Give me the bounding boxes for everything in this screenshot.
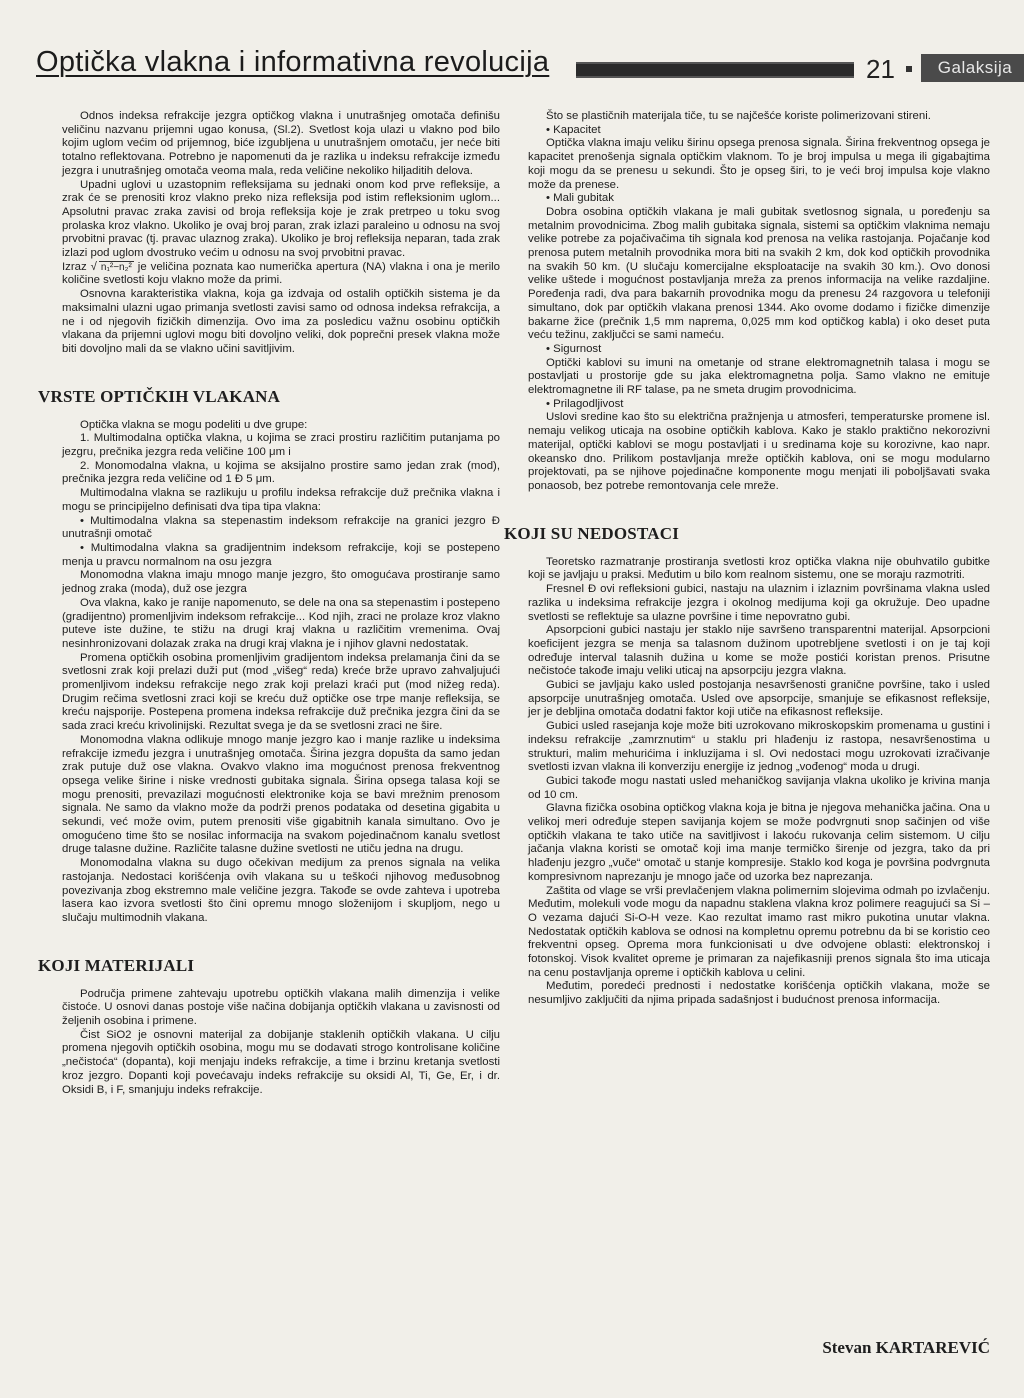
section-heading-vrste: VRSTE OPTIČKIH VLAKANA — [38, 386, 281, 406]
page-title: Optička vlakna i informativna revolucija — [36, 46, 550, 78]
formula-suffix: je veličina poznata kao numerička apertura (NA) vlakna i ona je merilo količine svetlosti koju vlakno može da primi. — [62, 260, 500, 287]
paragraph: Područja primene zahtevaju upotrebu optičkih vlakana malih dimenzija i velike čistoće. U osnovi danas postoje više načina dobijanja optičkih vlakana u zavisnosti od željenih osobina i primene. — [62, 987, 500, 1028]
paragraph: Apsorpcioni gubici nastaju jer staklo nije savršeno transparentni materijal. Apsorpcioni koeficijent jezgra se menja sa talasnom dužinom upotrebljene svetlosti i on je taj koji određuje interval talasnih dužina u kome se može postići koristan prenos. Prisutne nečistoće takođe imaju veliki uticaj na apsorpciju jezgra vlakna. — [528, 624, 990, 678]
formula-prefix: Izraz — [62, 260, 87, 273]
paragraph: Gubici usled rasejanja koje može biti uzrokovano mikroskopskim promenama u gustini i indeksu refrakcije „zamrznutim“ u staklu pri hlađenju iz rastopa, nesavršenostima u strukturi, malim mehurićima i inkluzijama i sl. Ovi nedostaci mogu uzrokovati izračivanje svetlosti izvan vlakna ili konverziju energije iz jednog „vođenog“ moda u drugi. — [528, 720, 990, 774]
header-separator-dot — [906, 66, 912, 72]
bullet-heading-prilagodljivost: • Prilagodljivost — [546, 397, 624, 410]
paragraph: Dobra osobina optičkih vlakana je mali gubitak svetlosnog signala, u poređenju sa metalnim provodnicima. Zbog malih gubitaka signala, sistemi sa optičkim vlaknima nemaju velike potrebe za pojačivačima tih signala kod prenosa na velika rastojanja. Pojačanje kod prenosa putem metalnih provodnika mora biti na svakih 2 km, dok kod optičkih provodnika na svakih 50 km. (U slučaju komercijalne eksploatacije na svakih 30 km.). Ovo donosi velike uštede i mogućnost postavljanja mreža za prenos informacija na velike razdaljine. Poređenja radi, dva para bakarnih provodnika mogu da prenesu 24 razgovora u telefoniji simultano, dok par optičkih vlakana prenosi 1344. Ako ovome dodamo i fizičke dimenzije bakarne žice (prečnik 1,5 mm naprema, 0,025 mm kod optičkog kabla) i oko deset puta veću težinu, zaključci se sami nameću. — [528, 205, 990, 342]
formula: n₁²−n₂² — [100, 261, 132, 273]
right-column — [504, 110, 990, 1008]
bullet-heading-sigurnost: • Sigurnost — [546, 342, 602, 355]
paragraph: Glavna fizička osobina optičkog vlakna koja je bitna je njegova mehanička jačina. Ona u velikoj meri određuje stepen savijanja kojem se može podvrgnuti snop sačinjen od više optičkih vlakana te tako utiče na savitljivost i lakoću rukovanja celim sistemom. U cilju jačanja vlakna koristi se omotač koji ima manje termičko širenje od jezgra, tako da pri hlađenju jezgro „vuče“ omotač u stanje kompresije. Staklo kod koga je površina podvrgnuta kompresivnom naprezanju je mnogo jače od uzorka bez naprezanja. — [528, 802, 990, 883]
paragraph: Što se plastičnih materijala tiče, tu se najčešće koriste polimerizovani stireni. — [546, 110, 931, 122]
paragraph: Ova vlakna, kako je ranije napomenuto, se dele na ona sa stepenastim i postepeno (gradijentno) promenljivim indeksom refrakcije... Kod njih, zraci ne prolaze kroz vlakno puteve iste dužine, te stižu na drugi kraj vlakna u različitim vremenima. Ovaj nesinhronizovani dolazak zraka na drugi kraj vlakna je i njihov glavni nedostatak. — [62, 596, 500, 650]
left-column — [38, 110, 500, 1097]
section-label: Galaksija — [921, 54, 1024, 82]
paragraph: Monomodalna vlakna su dugo očekivan medijum za prenos signala na velika rastojanja. Nedostaci korišćenja ovih vlakana su u teškoći njihovog međusobnog povezivanja zbog ekstremno male veličine jezgra. Takođe se ovde zahteva i upotreba lasera kao izvora svetlosti što čini opremu mnogo složenijom i skupljom, nego u slučaju multimodnih vlakana. — [62, 857, 500, 924]
paragraph: Optički kablovi su imuni na ometanje od strane elektromagnetnih talasa i mogu se postavljati u prostorije gde su jaka elektromagnetna polja. Samo vlakno ne emituje elektromagnetne ili RF talase, pa ne smeta drugim provodnicima. — [528, 356, 990, 397]
bullet-heading-kapacitet: • Kapacitet — [546, 123, 601, 136]
section-heading-materijali: KOJI MATERIJALI — [38, 955, 195, 975]
paragraph: Gubici takođe mogu nastati usled mehaničkog savijanja vlakna ukoliko je krivina manja od 10 cm. — [528, 774, 990, 801]
paragraph: Monomodna vlakna imaju mnogo manje jezgro, što omogućava prostiranje samo jednog zraka (moda), duž ose jezgra — [62, 569, 500, 596]
bullet-heading-gubitak: • Mali gubitak — [546, 192, 614, 205]
paragraph: Upadni uglovi u uzastopnim refleksijama su jednaki onom kod prve refleksije, a zrak će se prenositi kroz vlakno preko niza refleksija pod istim refleksionim uglom... Apsolutni pravac zraka zavisi od broja refleksija koje je zrak pretrpeo u toku svog prolaska kroz vlakno. Ukoliko je ovaj broj paran, zrak izlazi paraleino u odnosu na svoj prvobitni pravac (tj. pravac ulaznog zraka). Ukoliko je broj refleksija neparan, tada zrak izlazi pod uglom dvostruko većim u odnosu na svoj prvobitni pravac. — [62, 178, 500, 260]
paragraph: Zaštita od vlage se vrši prevlačenjem vlakna polimernim slojevima odmah po izvlačenju. Međutim, molekuli vode mogu da napadnu staklena vlakna kroz polimere reagujući sa Si – O vezama dajući Si-O-H veze. Kao rezultat imamo rast mikro pukotina unutar vlakna. Nedostatak optičkih kablova se odnosi na kompletnu opremu potrebnu da bi se koristio ceo frekventni opseg. Oprema mora funkcionisati u dve odvojene oblasti: elektronskoj i fotonskoj. Visok kvalitet opreme je primaran za najefikasniji prenos signala što ima uticaja na cenu postavljanja opreme i optičkih kablova u celini. — [528, 884, 990, 979]
paragraph: Teoretsko razmatranje prostiranja svetlosti kroz optička vlakna nije obuhvatilo gubitke koji se javljaju u praksi. Međutim u bilo kom realnom sistemu, one se moraju razmotriti. — [528, 555, 990, 582]
paragraph: Odnos indeksa refrakcije jezgra optičkog vlakna i unutrašnjeg omotača definišu veličinu nazvanu prijemni ugao konusa, (Sl.2). Svetlost koja ulazi u vlakno pod bilo kojim uglom većim od prijemnog, biće izgubljena u unutrašnjem omotaču, jer neće biti totalno reflektovana. Potrebno je napomenuti da je razlika u indeksu refrakcije između jezgra i unutrašnjeg omotača veoma mala, reda veličine nekoliko hiljaditih delova. — [62, 110, 500, 177]
title-rule — [576, 62, 854, 78]
page-number: 21 — [866, 54, 895, 84]
paragraph: Monomodna vlakna odlikuje mnogo manje jezgro kao i manje razlike u indeksima refrakcije između jezgra i unutrašnjeg omotača. Širina jezgra dopušta da samo jedan zrak putuje duž ose vlakna. Ovakvo vlakno ima mogućnost prenosa frekventnog opsega velike širine i niske vrednosti gubitaka signala. Širina opsega talasa koji se mogu prenositi, prevazilazi mogućnosti elektronike koja se bavi mrežnim prenosom signala. Ne samo da vlakno može da podrži prenos podataka od desetina gigabita u sekundi, već može ovim, putem prenositi više gigabitnih kanala simultano. Ovo je omogućeno time što se nosilac informacija na svakom pojedinačnom kanalu svetlost druge talasne dužine. Različite talasne dužine svetlosti ne utiču jedna na drugu. — [62, 733, 500, 856]
bullet-item: • Multimodalna vlakna sa stepenastim indeksom refrakcije na granici jezgro Đ unutrašnji omotač — [62, 514, 500, 541]
paragraph: Multimodalna vlakna se razlikuju u profilu indeksa refrakcije duž prečnika vlakna i mogu se principijelno definisati dva tipa tipa vlakna: — [62, 487, 500, 513]
list-item: 1. Multimodalna optička vlakna, u kojima se zraci prostiru različitim putanjama po jezgru, prečnika jezgra reda veličine 100 μm i — [62, 432, 500, 459]
author-signature: Stevan KARTAREVIĆ — [822, 1338, 990, 1357]
formula-paragraph: Izraz √ n₁²−n₂² je veličina poznata kao numerička apertura (NA) vlakna i ona je merilo količine svetlosti koju vlakno može da primi. — [62, 260, 500, 287]
paragraph: Optička vlakna se mogu podeliti u dve grupe: — [80, 418, 308, 431]
bullet-item: • Multimodalna vlakna sa gradijentnim indeksom refrakcije, koji se postepeno menja u pravcu normalnom na osu jezgra — [62, 541, 500, 568]
paragraph: Osnovna karakteristika vlakna, koja ga izdvaja od ostalih optičkih sistema je da maksimalni ulazni ugao primanja svetlosti zavisi samo od odnosa indeksa refrakcija, a ne i od njegovih fizičkih dimenzija. Ovo ima za posledicu važnu osobinu optičkih vlakana da prijemni uglovi mogu biti dovoljno veliki, dok poprečni presek vlakna može biti dovoljno mali da se vlakno učini savitljivim. — [62, 288, 500, 355]
section-heading-nedostaci: KOJI SU NEDOSTACI — [504, 523, 680, 543]
page-header — [36, 46, 1013, 88]
paragraph: Fresnel Đ ovi refleksioni gubici, nastaju na ulaznim i izlaznim površinama vlakna usled razlika u indeksima refrakcije jezgra i okolnog medijuma koji ga okružuje. Deo upadne svetlosti se reflektuje sa ulazne površine i time nepovratno gubi. — [528, 583, 990, 623]
paragraph: Međutim, poredeći prednosti i nedostatke korišćenja optičkih vlakana, može se nesumljivo zaključiti da njima pripada sadašnjost i budućnost prenosa informacija. — [528, 980, 990, 1007]
paragraph: Uslovi sredine kao što su električna pražnjenja u atmosferi, temperaturske promene isl. nemaju velikog uticaja na osobine optičkih kablova. Kako je staklo praktično nekorozivni materijal, optički kablovi se mogu postavljati i u sredinama koje su korozivne, kao napr. okeansko dno. Prilikom postavljanja mreže optičkih kablova, oni se mogu modularno projektovati, pa se njihove pojedinačne komponente mogu menjati ili poboljšavati svaka ponaosob, bez potrebe remontovanja cele mreže. — [528, 411, 990, 492]
paragraph: Čist SiO2 je osnovni materijal za dobijanje staklenih optičkih vlakana. U cilju promena njegovih optičkih osobina, mogu mu se dodavati strogo kontrolisane količine „nečistoća“ (dopanta), koji menjaju indeks refrakcije, a time i brzinu kretanja svetlosti kroz jezgro. Dopanti koji povećavaju indeks refrakcije su oksidi Al, Ti, Ge, Er, i dr. Oksidi B, i F, smanjuju indeks refrakcije. — [62, 1028, 500, 1096]
paragraph: Gubici se javljaju kako usled postojanja nesavršenosti granične površine, tako i usled apsorpcije unutrašnjeg omotača. Usled ove apsorpcije, smanjuje se efikasnost refleksije, jer je debljina omotača dodatni faktor koji utiče na efikasnost refleksije. — [528, 679, 990, 719]
paragraph: Promena optičkih osobina promenljivim gradijentom indeksa prelamanja čini da se svetlosni zrak koji prelazi duži put (mod „višeg“ reda) kreće brže upravo zahvaljujući promenljivom indeksu refrakcije nego zrak koji prelazi kraći put (mod nižeg reda). Drugim rečima svetlosni zraci koji se kreću duž optičke ose trpe manje refleksija, se kreću najsporije. Postepena promena indeksa refrakcije duž prečnika jezgra čini da se sada zraci kreću krivolinijski. Rezultat svega je da se svetlosni zraci ne šire. — [62, 651, 500, 733]
list-item: 2. Monomodalna vlakna, u kojima se aksijalno prostire samo jedan zrak (mod), prečnika jezgra reda veličine od 1 Đ 5 μm. — [62, 459, 500, 486]
paragraph: Optička vlakna imaju veliku širinu opsega prenosa signala. Širina frekventnog opsega je kapacitet prenošenja signala optičkim vlaknom. To je broj impulsa u mega ili gigabajtima koji mogu da se prenesu u sekundi. Što je opseg širi, to je veći broj impulsa koje vlakno može da prenese. — [528, 137, 990, 191]
